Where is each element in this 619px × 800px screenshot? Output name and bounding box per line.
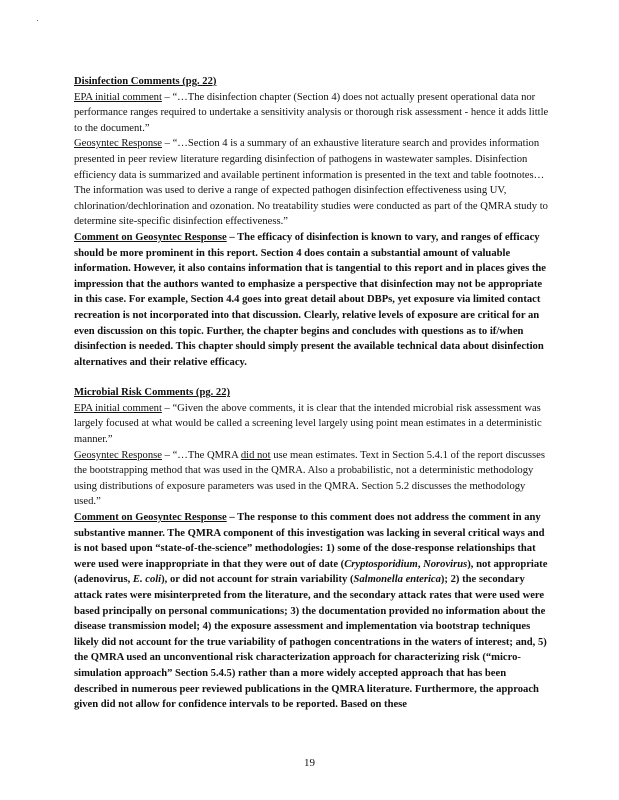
geosyntec-response-text-a: – “…The QMRA — [161, 449, 241, 461]
section-gap — [74, 370, 552, 385]
did-not-emphasis: did not — [240, 449, 271, 461]
pathogen-cryptosporidium: Cryptosporidium — [344, 558, 418, 570]
epa-comment-label: EPA initial comment — [74, 402, 162, 414]
pathogen-e-coli: E. coli — [132, 574, 162, 586]
scan-speck — [37, 20, 38, 21]
comment-text-1: – The response to this comment does not address the comment in any substantive manner. The QMRA component of this investigation was lacking in several critical ways and is not based upon “state-of-the-science” methodologies: 1) some of the dose-response relationships that were used were inappropriate in that they were out of date ( — [74, 512, 545, 570]
geosyntec-response-text: – “…Section 4 is a summary of an exhaustive literature search and provides information presented in peer review literature regarding disinfection of pathogens in wastewater samples. Disinfection efficiency data is summarized and available pertinent information is presented in the text and table footnotes…The information was used to derive a range of expected pathogen disinfection effectiveness using UV, chlorination/dechlorination and ozonation. No treatability studies were conducted as part of the QMRA study to determine site-specific disinfection effectiveness.” — [74, 138, 548, 228]
epa-initial-comment-disinfection — [74, 90, 552, 137]
comment-text-3: ), or did not account for strain variability ( — [161, 574, 354, 586]
comment-on-response-microbial — [74, 510, 552, 713]
comment-on-response-disinfection — [74, 230, 552, 370]
page-number: 19 — [304, 757, 315, 769]
pathogen-salmonella: Salmonella enterica — [353, 574, 441, 586]
epa-comment-label: EPA initial comment — [74, 91, 162, 103]
comment-label: Comment on Geosyntec Response — [74, 512, 227, 524]
separator: , — [417, 558, 424, 570]
epa-comment-text: – “Given the above comments, it is clear that the intended microbial risk assessment was largely focused at what would be called a screening level largely using point mean estimates in a deterministic manner.” — [74, 402, 542, 446]
comment-text-4: ); 2) the secondary attack rates were misinterpreted from the literature, and the secondary attack rates that were used were based principally on personal communications; 3) the documentation provided no information about the disease transmission model; 4) the exposure assessment and implementation via bootstrap techniques likely did not account for the true variability of pathogen concentrations in the waters of interest; and, 5) the QMRA used an unconventional risk characterization approach for characterizing risk (“micro-simulation approach” Section 5.4.5) rather than a more widely accepted approach that has been described in numerous peer reviewed publications in the QMRA literature. Furthermore, the approach given did not allow for confidence intervals to be reported. Based on these — [74, 574, 547, 711]
section-title-microbial-risk: Microbial Risk Comments (pg. 22) — [74, 387, 231, 399]
document-body — [74, 74, 552, 713]
epa-comment-text: – “…The disinfection chapter (Section 4) does not actually present operational data nor performance ranges required to undertake a sensitivity analysis or thorough risk assessment - hence it adds little to the document.” — [74, 91, 549, 134]
geosyntec-response-microbial — [74, 448, 552, 510]
epa-initial-comment-microbial — [74, 401, 552, 448]
section-title-disinfection: Disinfection Comments (pg. 22) — [74, 76, 217, 87]
comment-text: – The efficacy of disinfection is known to vary, and ranges of efficacy should be more prominent in this report. Section 4 does contain a substantial amount of valuable information. However, it also contains information that is tangential to this report and in places gives the impression that the authors wanted to emphasize a perspective that disinfection may not be appropriate in this case. For example, Section 4.4 goes into great detail about DBPs, yet exposure via limited contact recreation is not incorporated into that discussion. Clearly, relative levels of exposure are critical for an even discussion on this topic. Further, the chapter begins and concludes with questions as to if/when disinfection is needed. This chapter should simply present the available technical data about disinfection alternatives and their relative efficacy. — [74, 231, 547, 368]
comment-text-2: ), not appropriate (adenovirus, — [74, 558, 548, 586]
comment-label: Comment on Geosyntec Response — [74, 231, 227, 243]
geosyntec-response-disinfection — [74, 136, 552, 230]
geosyntec-response-label: Geosyntec Response — [74, 449, 162, 461]
geosyntec-response-text-b: use mean estimates. Text in Section 5.4.1 of the report discusses the bootstrapping method that was used in the QMRA. Also a probabilistic, not a deterministic methodology using distributions of exposure parameters was used in the QMRA. Section 5.2 discusses the methodology used.” — [74, 449, 546, 508]
geosyntec-response-label: Geosyntec Response — [74, 138, 162, 150]
pathogen-norovirus: Norovirus — [423, 558, 468, 570]
